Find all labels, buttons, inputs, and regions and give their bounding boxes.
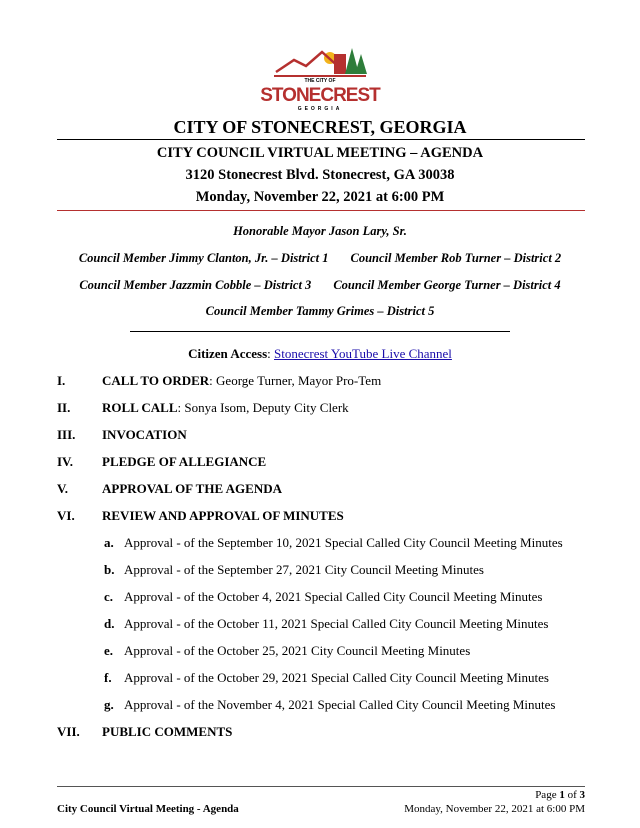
minutes-item: Approval - of the October 4, 2021 Special Called City Council Meeting Minutes [124,589,543,604]
minutes-letter: a. [104,535,114,550]
agenda-item [102,400,349,416]
agenda-number: V. [57,481,68,496]
council-d4: Council Member George Turner – District 4 [333,278,561,292]
agenda-item-title: REVIEW AND APPROVAL OF MINUTES [102,508,344,523]
agenda-item-title: CALL TO ORDER [102,373,210,388]
of-label: of [564,789,580,801]
footer-date: Monday, November 22, 2021 at 6:00 PM [404,803,585,815]
council-row-2 [0,277,640,293]
council-d1: Council Member Jimmy Clanton, Jr. – District 1 [78,251,329,265]
separator: : [267,346,275,361]
agenda-item-title: INVOCATION [102,427,187,442]
agenda-number: VI. [57,508,75,523]
council-d3: Council Member Jazzmin Cobble – District 3 [79,278,312,292]
minutes-letter: b. [104,562,115,577]
agenda-item [102,724,232,740]
council-d5: Council Member Tammy Grimes – District 5 [205,304,435,318]
minutes-item: Approval - of the October 11, 2021 Special Called City Council Meeting Minutes [124,616,549,631]
logo-text-top: THE CITY OF [304,78,336,84]
council-d2: Council Member Rob Turner – District 2 [350,251,562,265]
divider [130,331,510,332]
mountain-skyline-icon [272,46,368,78]
agenda-number: II. [57,400,71,415]
agenda-item [102,508,344,524]
minutes-letter: e. [104,643,114,658]
city-logo [260,46,380,113]
agenda-number: I. [57,373,66,388]
citizen-access [0,346,640,362]
minutes-item: Approval - of the September 27, 2021 City Council Meeting Minutes [124,562,484,577]
council-row-1 [0,250,640,266]
agenda-item-detail: : Sonya Isom, Deputy City Clerk [177,400,349,415]
meeting-subtitle: CITY COUNCIL VIRTUAL MEETING – AGENDA [156,145,484,161]
divider [57,139,585,140]
minutes-item: Approval - of the October 25, 2021 City Council Meeting Minutes [124,643,471,658]
agenda-item [102,427,187,443]
minutes-letter: f. [104,670,112,685]
agenda-item [102,481,282,497]
red-divider [57,210,585,211]
youtube-channel-link[interactable]: Stonecrest YouTube Live Channel [274,346,452,361]
meeting-address: 3120 Stonecrest Blvd. Stonecrest, GA 30038 [185,167,455,183]
minutes-letter: d. [104,616,115,631]
logo-text-name: STONECREST [260,85,380,106]
agenda-number: III. [57,427,76,442]
minutes-letter: g. [104,697,114,712]
logo-text-bottom: GEORGIA [297,106,343,112]
minutes-item: Approval - of the October 29, 2021 Special Called City Council Meeting Minutes [124,670,549,685]
mayor: Honorable Mayor Jason Lary, Sr. [233,224,407,238]
minutes-item: Approval - of the November 4, 2021 Special Called City Council Meeting Minutes [124,697,556,712]
minutes-item: Approval - of the September 10, 2021 Special Called City Council Meeting Minutes [124,535,563,550]
agenda-number: IV. [57,454,74,469]
agenda-number: VII. [57,724,80,739]
agenda-item-title: APPROVAL OF THE AGENDA [102,481,282,496]
page-title: CITY OF STONECREST, GEORGIA [173,117,467,137]
citizen-access-label: Citizen Access [188,346,268,361]
current-page: 1 [559,789,565,801]
agenda-item-title: ROLL CALL [102,400,178,415]
total-pages: 3 [579,789,585,801]
page-number [535,789,585,801]
meeting-date: Monday, November 22, 2021 at 6:00 PM [195,189,445,205]
footer-divider [57,786,585,787]
agenda-item [102,373,381,389]
agenda-item [102,454,266,470]
page-label: Page [535,789,560,801]
agenda-item-title: PUBLIC COMMENTS [102,724,233,739]
agenda-item-detail: : George Turner, Mayor Pro-Tem [209,373,382,388]
footer-title: City Council Virtual Meeting - Agenda [57,803,239,815]
agenda-item-title: PLEDGE OF ALLEGIANCE [102,454,267,469]
minutes-letter: c. [104,589,114,604]
